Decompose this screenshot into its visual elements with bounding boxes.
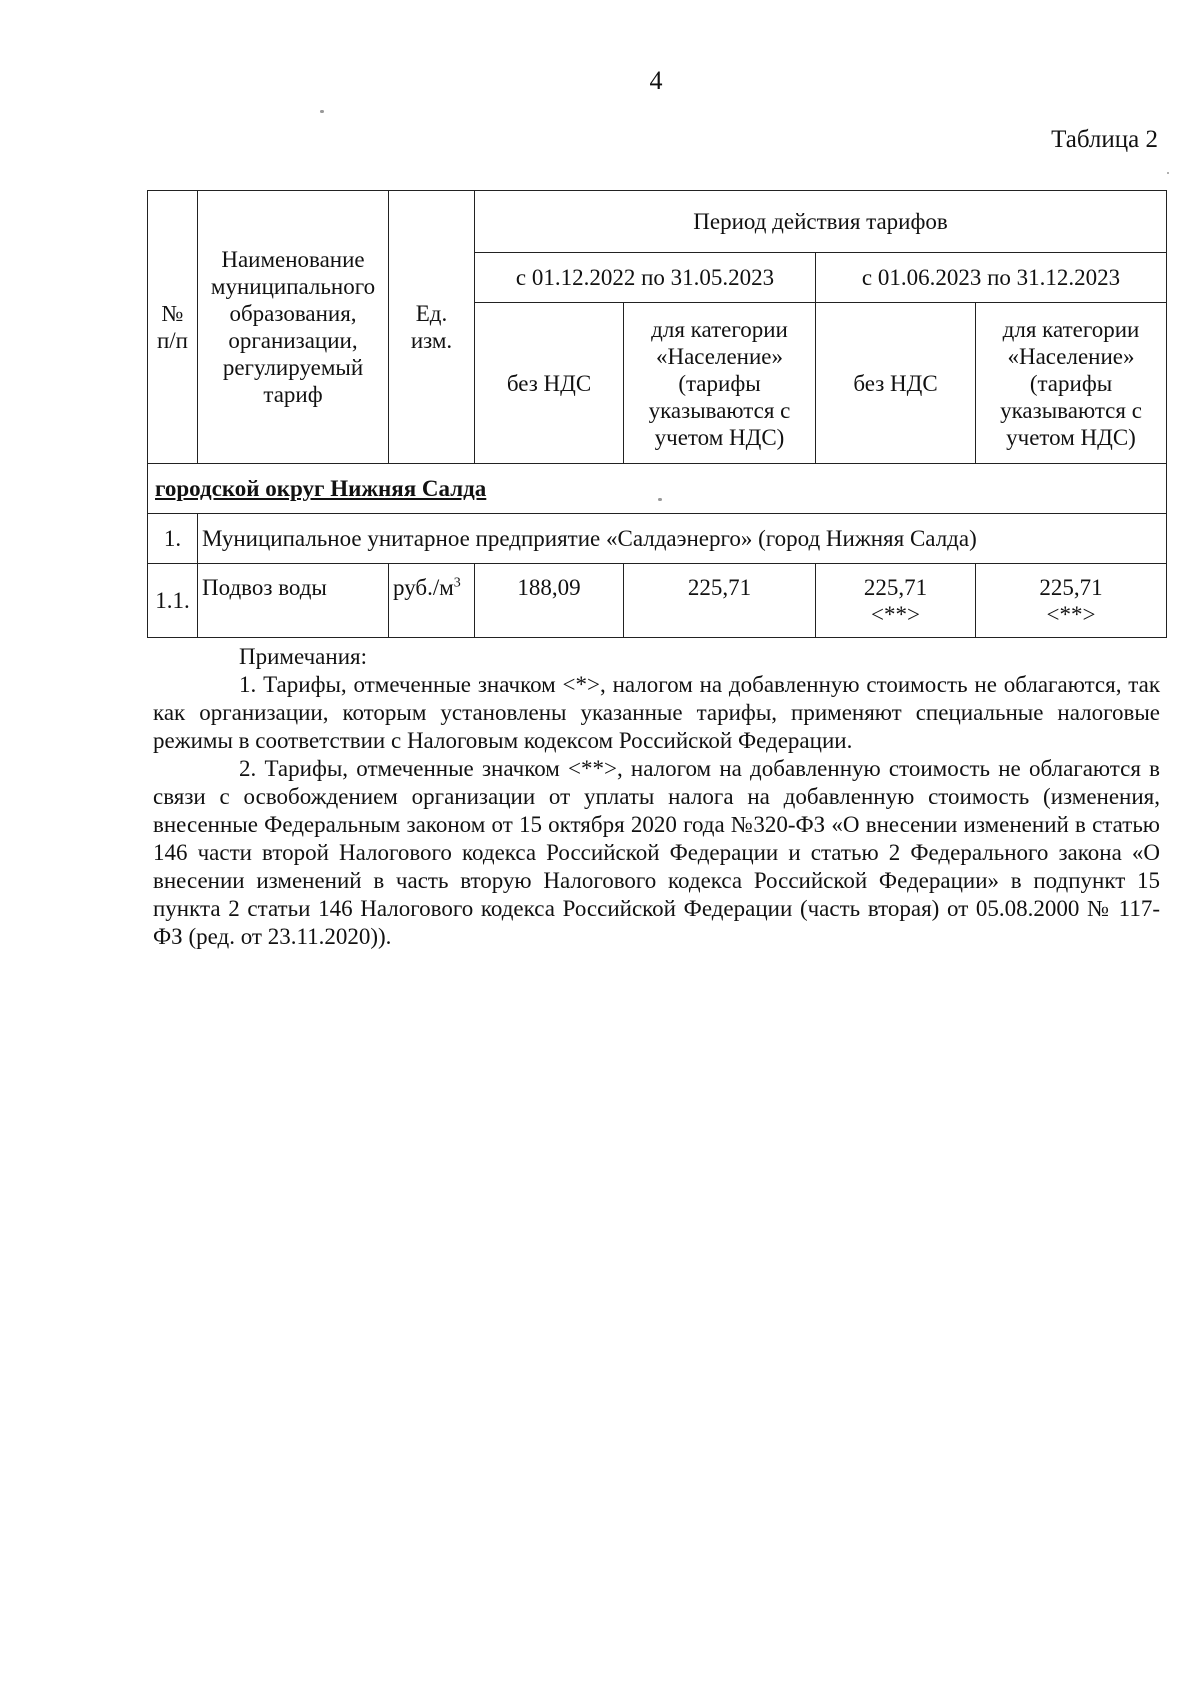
header-p1-population: для категории «Население» (тарифы указываются с учетом НДС) xyxy=(624,303,816,464)
page-number: 4 xyxy=(649,66,663,95)
org-row-num: 1. xyxy=(148,514,198,564)
p2-no-vat-mark: <**> xyxy=(871,602,920,627)
data-row-name: Подвоз воды xyxy=(198,564,389,638)
scan-speck xyxy=(658,498,662,501)
scan-speck xyxy=(1167,172,1169,174)
data-row-p2-population xyxy=(976,564,1167,638)
note-1: 1. Тарифы, отмеченные значком <*>, налогом на добавленную стоимость не облагаются, так как организации, которым установлены указанные тарифы, применяют специальные налоговые режимы в соответствии с Налоговым кодексом Российской Федерации. xyxy=(153,672,1160,753)
table-caption: Таблица 2 xyxy=(1051,126,1158,153)
p2-no-vat-value: 225,71 xyxy=(863,575,928,600)
section-title: городской округ Нижняя Салда xyxy=(148,464,1167,514)
note-2: 2. Тарифы, отмеченные значком <**>, налогом на добавленную стоимость не облагаются в связи с освобождением организации от уплаты налога на добавленную стоимость (изменения, внесенные Федеральным законом от 15 октября 2020 года №320-ФЗ «О внесении изменений в статью 146 части второй Налогового кодекса Российской Федерации и статью 2 Федерального закона «О внесении изменений в часть вторую Налогового кодекса Российской Федерации» в подпункт 15 пункта 2 статьи 146 Налогового кодекса Российской Федерации (часть вторая) от 05.08.2000 № 117-ФЗ (ред. от 23.11.2020)). xyxy=(153,756,1160,949)
header-name: Наименование муниципального образования, организации, регулируемый тариф xyxy=(198,191,389,464)
data-row-unit xyxy=(389,564,475,638)
header-p2-no-vat: без НДС xyxy=(816,303,976,464)
header-num: № п/п xyxy=(148,191,198,464)
header-p2-population: для категории «Население» (тарифы указываются с учетом НДС) xyxy=(976,303,1167,464)
header-period-2: с 01.06.2023 по 31.12.2023 xyxy=(816,253,1167,303)
header-period: Период действия тарифов xyxy=(475,191,1167,253)
header-p1-no-vat: без НДС xyxy=(475,303,624,464)
data-row-p1-no-vat: 188,09 xyxy=(475,564,624,638)
notes-title: Примечания: xyxy=(239,644,367,669)
p2-population-value: 225,71 xyxy=(1039,575,1103,600)
data-row-p1-population: 225,71 xyxy=(624,564,816,638)
unit-superscript: 3 xyxy=(453,575,461,591)
header-unit: Ед. изм. xyxy=(389,191,475,464)
notes xyxy=(153,643,1160,951)
data-row-num: 1.1. xyxy=(148,564,198,638)
p2-population-mark: <**> xyxy=(1046,602,1096,627)
org-row-name: Муниципальное унитарное предприятие «Салдаэнерго» (город Нижняя Салда) xyxy=(198,514,1167,564)
header-period-1: с 01.12.2022 по 31.05.2023 xyxy=(475,253,816,303)
tariff-table xyxy=(147,190,1167,638)
unit-text: руб./м xyxy=(393,575,454,600)
data-row-p2-no-vat xyxy=(816,564,976,638)
scan-speck xyxy=(320,110,324,113)
